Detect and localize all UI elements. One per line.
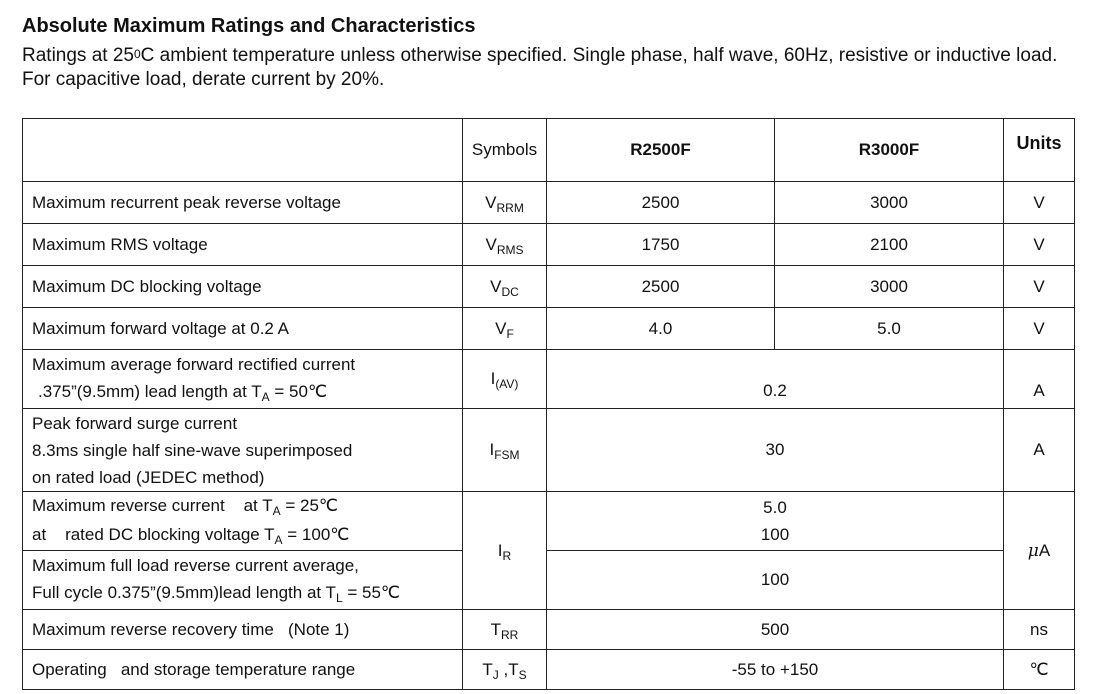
note-degree-sup: 0 xyxy=(133,47,141,61)
table-header-row xyxy=(23,119,1075,182)
row-unit: V xyxy=(1004,266,1075,308)
trr-desc: Maximum reverse recovery time (Note 1) xyxy=(23,610,463,650)
row-desc: Maximum forward voltage at 0.2 A xyxy=(23,308,463,350)
row-value-r2500f: 4.0 xyxy=(547,308,775,350)
avg-current-desc: Maximum average forward rectified current .375”(9.5mm) lead length at $T_A$ = 50℃ xyxy=(23,350,463,409)
table-row xyxy=(23,266,1075,308)
temp-unit: ℃ xyxy=(1004,650,1075,690)
row-symbol: $V_{RRM}$ xyxy=(463,182,547,224)
row-symbol: $V_{RMS}$ xyxy=(463,224,547,266)
table-row-reverse-current xyxy=(23,492,1075,551)
row-value-r3000f: 2100 xyxy=(775,224,1004,266)
table-row-full-load xyxy=(23,551,1075,610)
temp-desc: Operating and storage temperature range xyxy=(23,650,463,690)
row-symbol: $V_{DC}$ xyxy=(463,266,547,308)
row-desc: Maximum DC blocking voltage xyxy=(23,266,463,308)
note-text-pre: Ratings at 25 xyxy=(22,45,134,66)
temp-value: -55 to +150 xyxy=(547,650,1004,690)
row-value-r2500f: 2500 xyxy=(547,266,775,308)
full-load-value: 100 xyxy=(547,551,1004,610)
table-row-avg-current xyxy=(23,350,1075,409)
row-desc: Maximum RMS voltage xyxy=(23,224,463,266)
trr-unit: ns xyxy=(1004,610,1075,650)
reverse-current-symbol: $I_R$ xyxy=(463,492,547,610)
note-text-post: C ambient temperature unless otherwise specified. Single phase, half wave, 60Hz, resistive or inductive load. For capacitive load, derate current by 20%. xyxy=(22,45,1058,90)
table-row xyxy=(23,224,1075,266)
avg-current-unit: A xyxy=(1004,350,1075,409)
table-row-trr xyxy=(23,610,1075,650)
reverse-current-unit: μA xyxy=(1004,492,1075,610)
header-r3000f: R3000F xyxy=(775,119,1004,182)
row-unit: V xyxy=(1004,308,1075,350)
ratings-table xyxy=(22,118,1075,690)
full-load-desc: Maximum full load reverse current average, Full cycle 0.375”(9.5mm)lead length at $T_L$ = 55℃ xyxy=(23,551,463,610)
row-value-r3000f: 3000 xyxy=(775,266,1004,308)
section-title: Absolute Maximum Ratings and Characteristics xyxy=(22,15,476,37)
trr-value: 500 xyxy=(547,610,1004,650)
table-row xyxy=(23,308,1075,350)
header-units: Units xyxy=(1004,119,1075,182)
row-unit: V xyxy=(1004,224,1075,266)
row-value-r3000f: 5.0 xyxy=(775,308,1004,350)
reverse-current-values xyxy=(547,492,1004,551)
table-row-surge xyxy=(23,409,1075,492)
ratings-note xyxy=(22,44,1082,92)
avg-current-value: 0.2 xyxy=(547,350,1004,409)
row-value-r2500f: 1750 xyxy=(547,224,775,266)
surge-desc: Peak forward surge current 8.3ms single half sine-wave superimposed on rated load (JEDEC method) xyxy=(23,409,463,492)
temp-symbol: $T_J$ $,T_S$ xyxy=(463,650,547,690)
row-desc: Maximum recurrent peak reverse voltage xyxy=(23,182,463,224)
row-unit: V xyxy=(1004,182,1075,224)
reverse-current-100c: 100 xyxy=(760,525,790,544)
reverse-current-desc: Maximum reverse current at $T_A$ = 25℃ at rated DC blocking voltage $T_A$ = 100℃ xyxy=(23,492,463,551)
row-value-r2500f: 2500 xyxy=(547,182,775,224)
table-row-temp xyxy=(23,650,1075,690)
table-row xyxy=(23,182,1075,224)
header-blank xyxy=(23,119,463,182)
reverse-current-25c: 5.0 xyxy=(763,498,787,517)
header-symbols: Symbols xyxy=(463,119,547,182)
row-value-r3000f: 3000 xyxy=(775,182,1004,224)
avg-current-symbol: $I_{(AV)}$ xyxy=(463,350,547,409)
row-symbol: $V_F$ xyxy=(463,308,547,350)
surge-symbol: $I_{FSM}$ xyxy=(463,409,547,492)
surge-unit: A xyxy=(1004,409,1075,492)
surge-value: 30 xyxy=(547,409,1004,492)
trr-symbol: $T_{RR}$ xyxy=(463,610,547,650)
header-r2500f: R2500F xyxy=(547,119,775,182)
